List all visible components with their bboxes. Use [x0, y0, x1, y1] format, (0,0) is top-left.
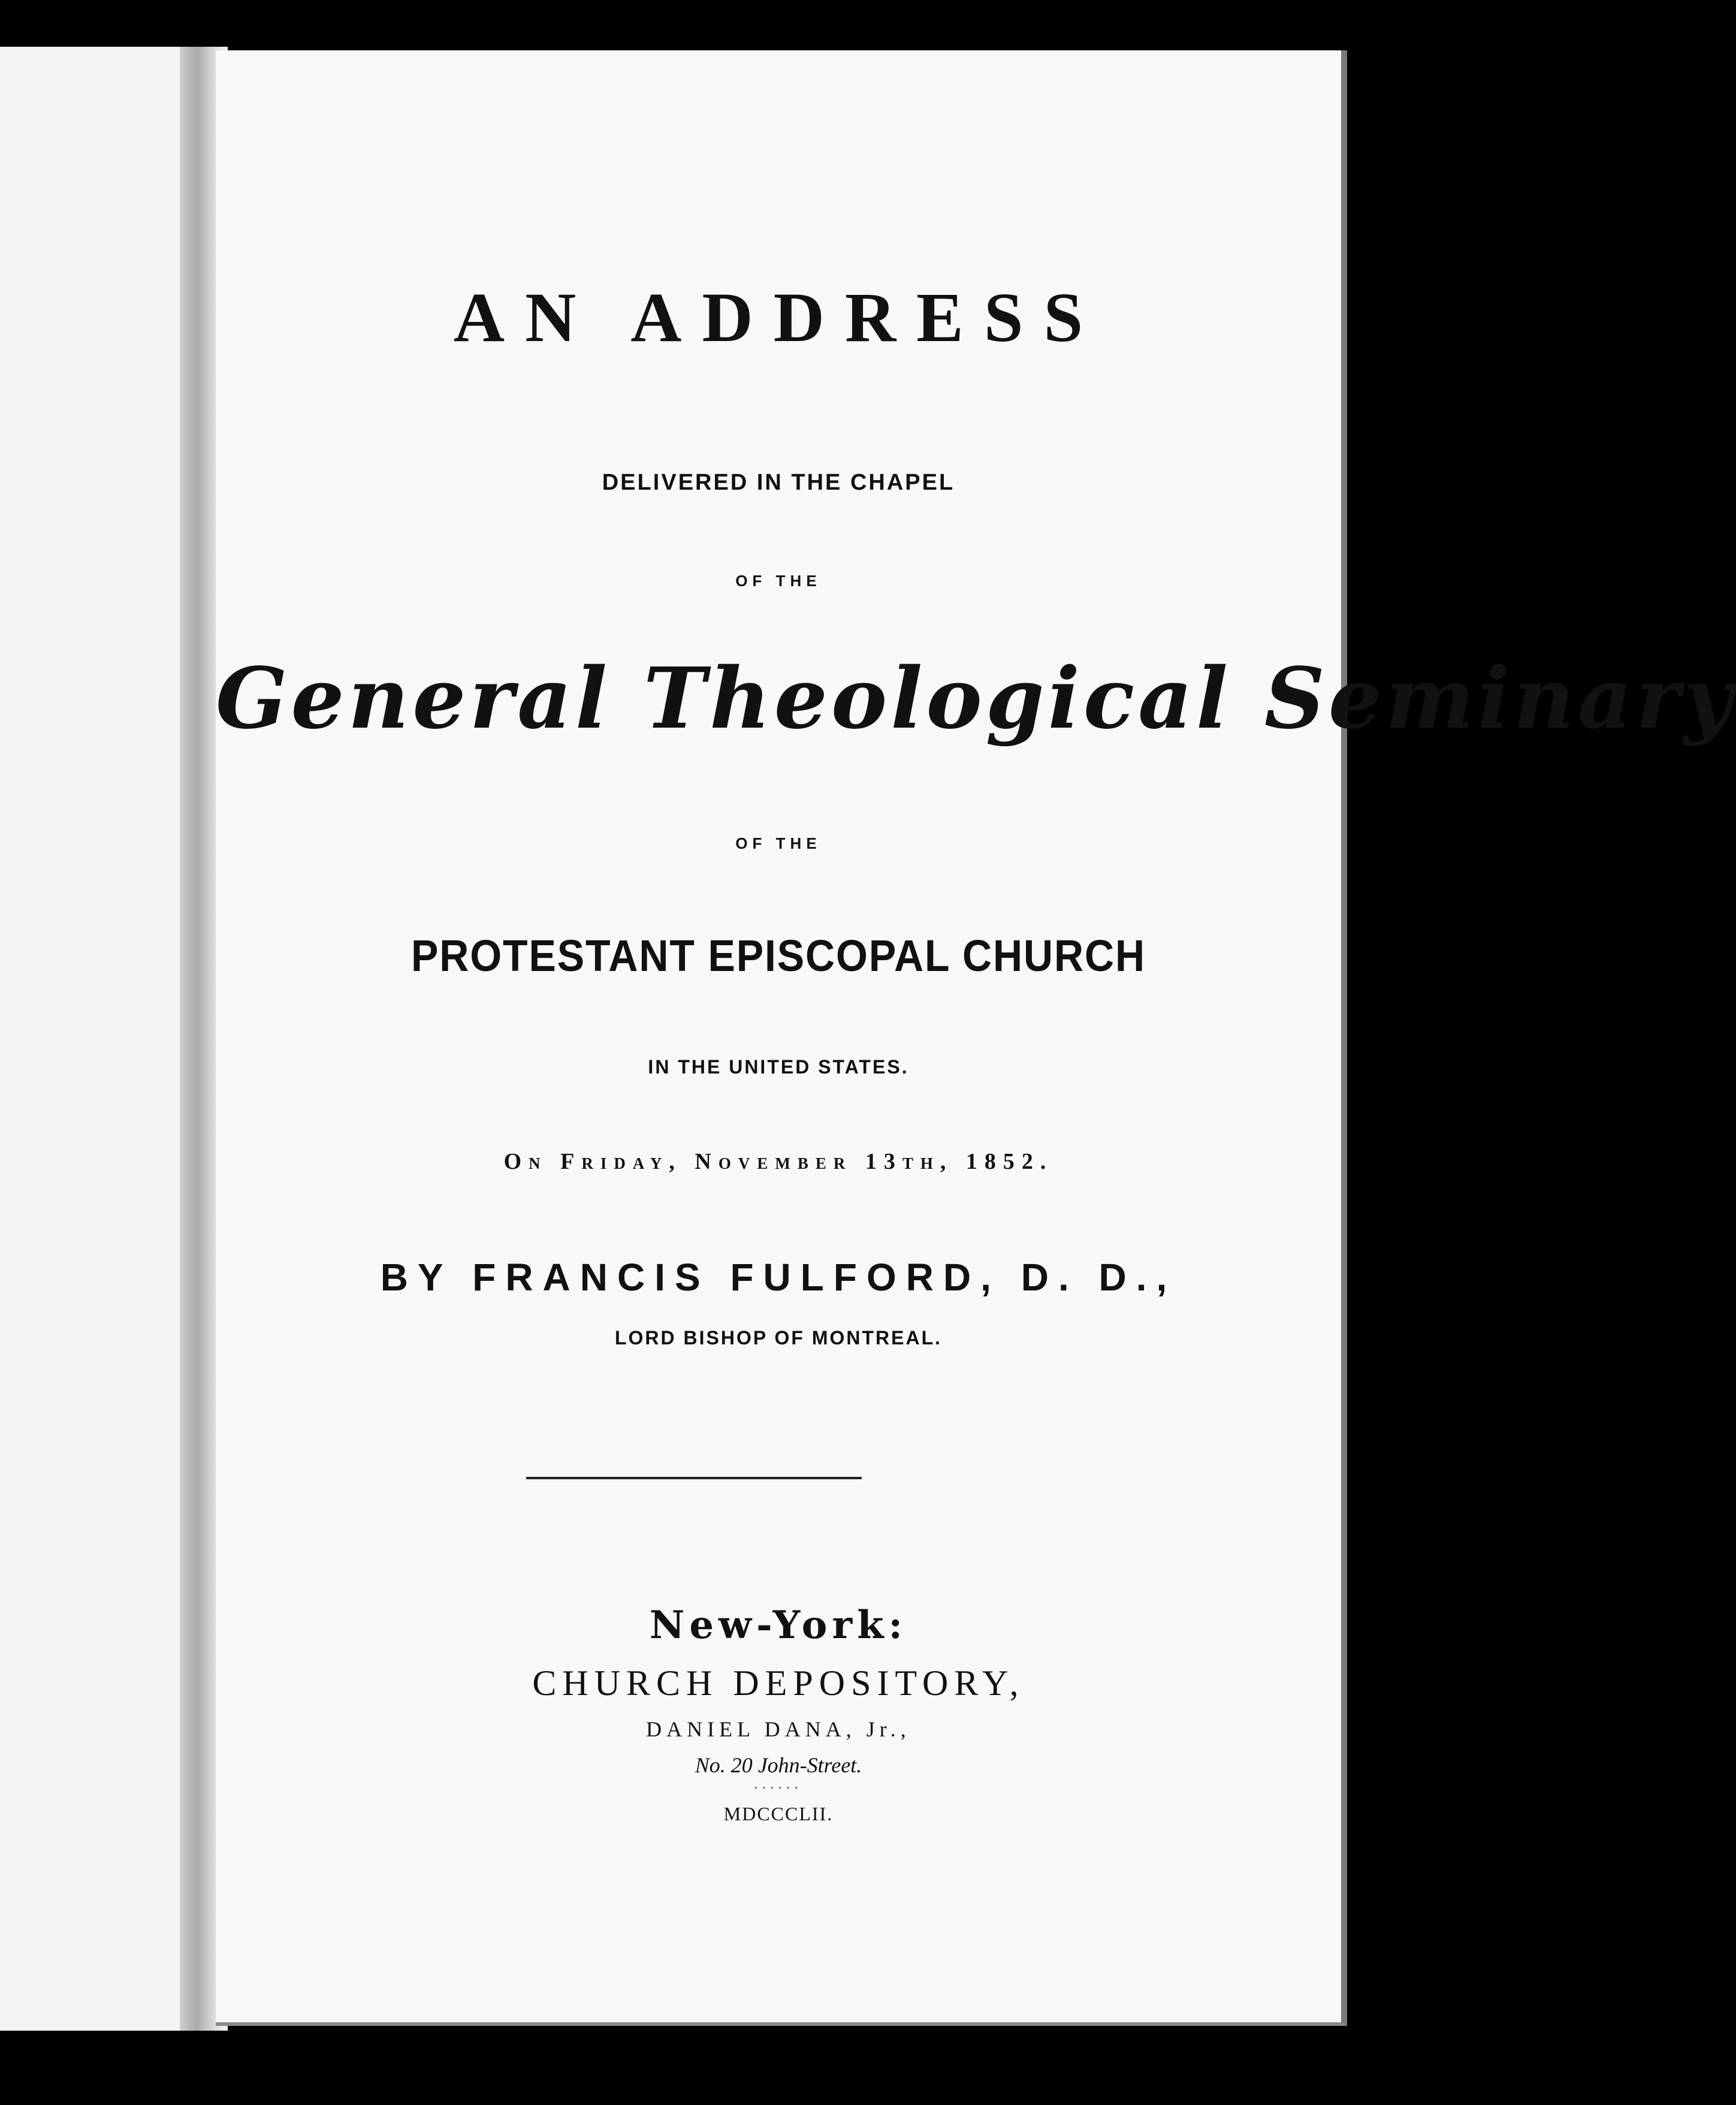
- author-title: LORD BISHOP OF MONTREAL.: [614, 1327, 943, 1349]
- of-the-line-1: OF THE: [735, 572, 822, 590]
- publisher-house: CHURCH DEPOSITORY,: [532, 1663, 1025, 1703]
- delivered-line: DELIVERED IN THE CHAPEL: [602, 470, 955, 495]
- title-page: [216, 50, 1736, 2026]
- divider-rule: [526, 1477, 862, 1479]
- publication-city: New-York:: [649, 1603, 908, 1648]
- church-name: PROTESTANT EPISCOPAL CHURCH: [410, 931, 1146, 981]
- institution-name: General Theological Seminary: [216, 650, 1736, 748]
- author-line: BY FRANCIS FULFORD, D. D.,: [380, 1256, 1177, 1299]
- of-the-line-2: OF THE: [735, 834, 822, 852]
- left-page-edge: [0, 47, 192, 2031]
- ornament-dots: ......: [754, 1777, 803, 1792]
- publisher-name: DANIEL DANA, Jr.,: [646, 1717, 911, 1741]
- publisher-address: No. 20 John-Street.: [695, 1753, 862, 1777]
- publication-year: MDCCCLII.: [723, 1803, 834, 1824]
- date-line: On Friday, November 13th, 1852.: [503, 1149, 1053, 1174]
- page-title: AN ADDRESS: [453, 278, 1104, 357]
- country-line: IN THE UNITED STATES.: [648, 1056, 909, 1078]
